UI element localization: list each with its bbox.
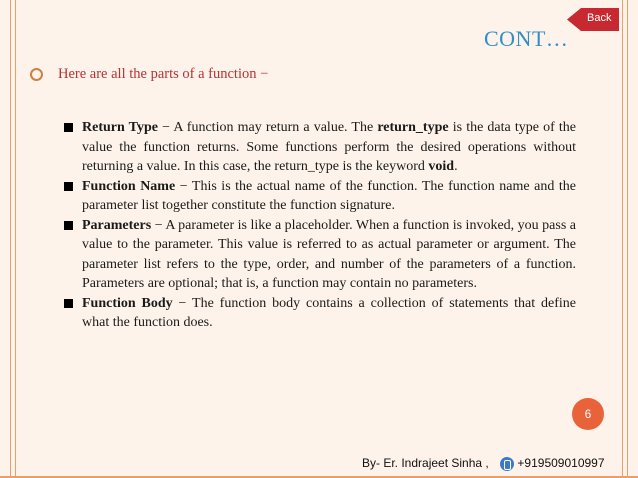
- term: Function Name: [82, 178, 176, 194]
- term: Function Body: [82, 295, 173, 311]
- footer-phone: +919509010997: [517, 456, 605, 470]
- list-item: Parameters − A parameter is like a placeholder. When a function is invoked, you pass a value to the parameter. This value is referred to as actual parameter or argument. The parameter list refers to the type, order, and number of the parameters of a function. Parameters are optional; that is, a function may contain no parameters.: [62, 216, 576, 294]
- list-item: Function Body − The function body contains a collection of statements that define what the function does.: [62, 294, 576, 333]
- square-bullet-icon: [64, 221, 73, 230]
- term: Return Type: [82, 120, 158, 135]
- ring-bullet-icon: [30, 68, 43, 81]
- page-number-badge: 6: [572, 398, 604, 430]
- right-border-line: [622, 0, 623, 478]
- square-bullet-icon: [64, 182, 73, 191]
- parts-list: [62, 118, 576, 333]
- keyword: void: [428, 159, 455, 174]
- square-bullet-icon: [64, 299, 73, 308]
- left-border-line: [15, 0, 16, 478]
- left-border-line: [10, 0, 11, 478]
- footer: [362, 456, 605, 471]
- right-border-line: [627, 0, 628, 478]
- list-item: Return Type − A function may return a value. The return_type is the data type of the value the function returns. Some functions perform the desired operations without returning a value. In this case, the return_type is the keyword void.: [62, 118, 576, 177]
- code-term: return_type: [377, 120, 449, 135]
- footer-author: By- Er. Indrajeet Sinha ,: [362, 456, 489, 470]
- slide-title: CONT…: [484, 26, 569, 51]
- list-item: Function Name − This is the actual name of the function. The function name and the parameter list together constitute the function signature.: [62, 177, 576, 216]
- phone-icon: [500, 457, 514, 471]
- term: Parameters: [82, 217, 152, 233]
- back-label: Back: [587, 12, 612, 24]
- square-bullet-icon: [64, 123, 73, 132]
- back-button[interactable]: [567, 8, 619, 31]
- intro-text: Here are all the parts of a function −: [58, 66, 269, 82]
